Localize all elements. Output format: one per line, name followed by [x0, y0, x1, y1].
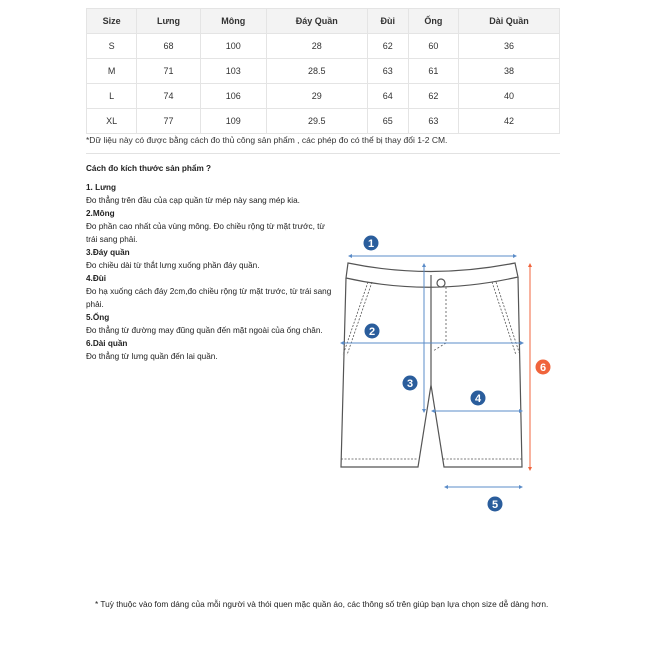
cell: 106	[200, 84, 266, 109]
cell: 74	[137, 84, 200, 109]
table-row	[87, 59, 560, 84]
cell: 109	[200, 109, 266, 134]
cell: 40	[459, 84, 560, 109]
cell: 36	[459, 34, 560, 59]
table-header-row	[87, 9, 560, 34]
size-table	[86, 8, 560, 134]
cell: S	[87, 34, 137, 59]
cell: XL	[87, 109, 137, 134]
guide-item-mong	[86, 207, 336, 246]
header-dui: Đùi	[367, 9, 408, 34]
guide-item-dai-quan	[86, 337, 336, 363]
svg-text:4: 4	[474, 393, 482, 405]
header-ong: Ống	[408, 9, 458, 34]
guide-heading: 3.Đáy quần	[86, 248, 130, 257]
svg-text:2: 2	[368, 326, 376, 338]
table-row	[87, 84, 560, 109]
badge-1	[364, 236, 379, 251]
fit-note: * Tuỳ thuộc vào fom dáng của mỗi người và thói quen mặc quần áo, các thông số trên giúp bạn lựa chọn size dễ dàng hơn.	[95, 599, 549, 609]
badge-4	[471, 391, 486, 406]
measuring-guide	[86, 162, 336, 363]
cell: L	[87, 84, 137, 109]
badge-3	[403, 376, 418, 391]
cell: 62	[367, 34, 408, 59]
badge-5	[488, 497, 503, 512]
guide-heading: 5.Ống	[86, 313, 110, 322]
guide-heading: 1. Lưng	[86, 183, 117, 192]
cell: 77	[137, 109, 200, 134]
divider	[86, 153, 560, 154]
svg-text:5: 5	[491, 499, 499, 511]
table-row	[87, 34, 560, 59]
cell: 103	[200, 59, 266, 84]
cell: 71	[137, 59, 200, 84]
svg-text:6: 6	[539, 362, 547, 374]
guide-text: Đo thẳng trên đầu của cạp quần từ mép này sang mép kia.	[86, 196, 300, 205]
badge-2	[365, 324, 380, 339]
header-dai-quan: Dài Quần	[459, 9, 560, 34]
guide-text: Đo thẳng từ đường may đũng quần đến mặt ngoài của ống chân.	[86, 326, 323, 335]
cell: 60	[408, 34, 458, 59]
svg-text:3: 3	[406, 378, 414, 390]
cell: 63	[367, 59, 408, 84]
guide-item-dui	[86, 272, 336, 311]
cell: 65	[367, 109, 408, 134]
header-mong: Mông	[200, 9, 266, 34]
guide-item-ong	[86, 311, 336, 337]
guide-item-lung	[86, 181, 336, 207]
cell: 64	[367, 84, 408, 109]
cell: 61	[408, 59, 458, 84]
table-row	[87, 109, 560, 134]
cell: 100	[200, 34, 266, 59]
guide-text: Đo phần cao nhất của vùng mông. Đo chiều rộng từ mặt trước, từ trái sang phải.	[86, 222, 325, 244]
header-day-quan: Đáy Quần	[266, 9, 367, 34]
cell: 68	[137, 34, 200, 59]
cell: 29.5	[266, 109, 367, 134]
guide-heading: 4.Đùi	[86, 274, 107, 283]
guide-item-day-quan	[86, 246, 336, 272]
cell: 28	[266, 34, 367, 59]
cell: 29	[266, 84, 367, 109]
shorts-diagram	[330, 225, 560, 525]
guide-text: Đo chiều dài từ thắt lưng xuống phần đáy quần.	[86, 261, 260, 270]
cell: 28.5	[266, 59, 367, 84]
guide-title: Cách đo kích thước sản phẩm ?	[86, 164, 212, 173]
guide-text: Đo thẳng từ lưng quần đến lai quần.	[86, 352, 218, 361]
cell: 63	[408, 109, 458, 134]
header-lung: Lưng	[137, 9, 200, 34]
guide-text: Đo hạ xuống cách đáy 2cm,đo chiều rộng từ mặt trước, từ trái sang phải.	[86, 287, 332, 309]
measurement-disclaimer: *Dữ liệu này có được bằng cách đo thủ công sản phẩm , các phép đo có thể bị thay đổi 1-2 CM.	[86, 135, 448, 145]
guide-heading: 2.Mông	[86, 209, 115, 218]
guide-heading: 6.Dài quần	[86, 339, 128, 348]
shorts-outline	[341, 263, 522, 467]
header-size: Size	[87, 9, 137, 34]
cell: 62	[408, 84, 458, 109]
cell: M	[87, 59, 137, 84]
badge-6	[536, 360, 551, 375]
svg-text:1: 1	[367, 238, 375, 250]
cell: 42	[459, 109, 560, 134]
cell: 38	[459, 59, 560, 84]
